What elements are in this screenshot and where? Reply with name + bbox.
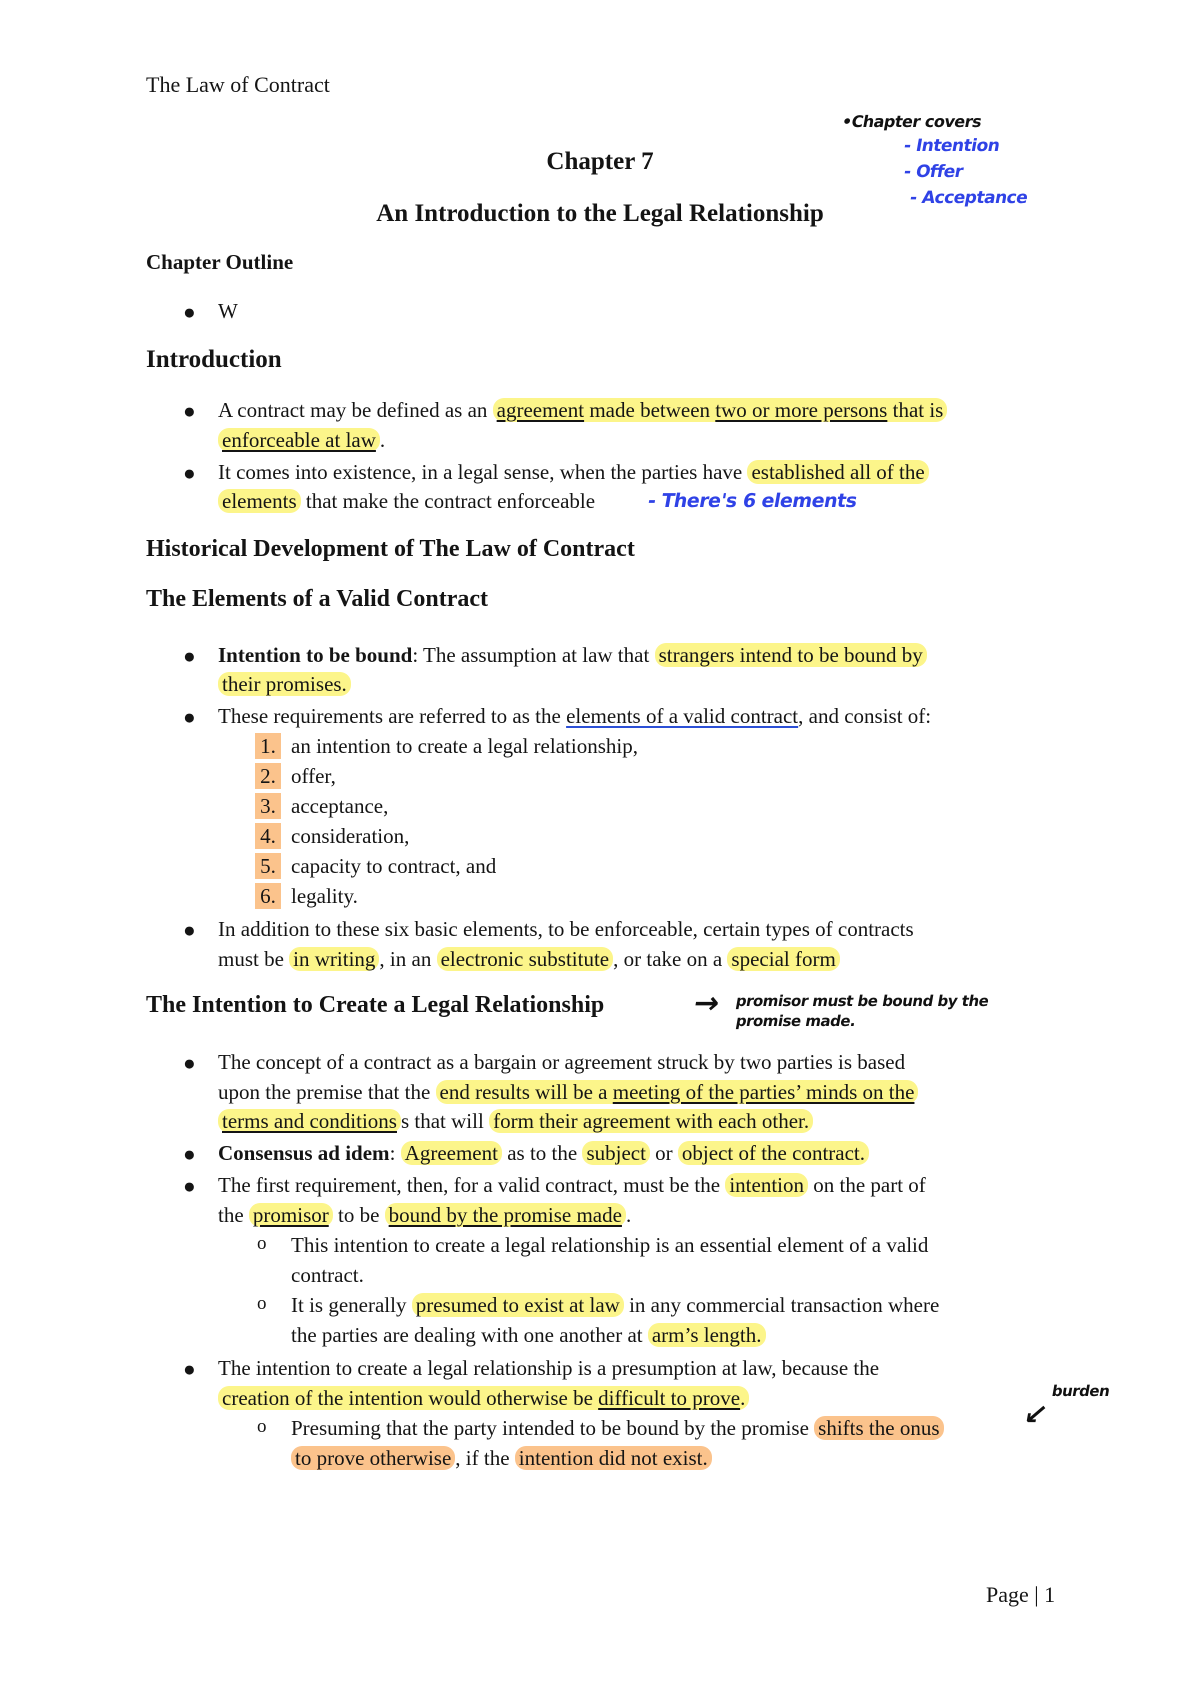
intro-paragraph-1-line-2: enforceable at law . (218, 425, 385, 455)
sub-bullet-icon: o (257, 1416, 267, 1437)
page-number: Page | 1 (986, 1582, 1056, 1607)
intention-sub-1-line-2: contract. (291, 1263, 364, 1287)
bullet-icon: ● (183, 1142, 196, 1166)
bullet-icon: ● (183, 918, 196, 942)
outline-heading: Chapter Outline (146, 250, 294, 274)
intention-paragraph-1-line-2: upon the premise that the end results will be a meeting of the parties’ minds on the (218, 1077, 918, 1107)
bullet-icon: ● (183, 705, 196, 729)
sub-bullet-icon: o (257, 1293, 267, 1314)
intention-paragraph-1-line-1: The concept of a contract as a bargain or agreement struck by two parties is based (218, 1050, 906, 1074)
handwritten-note-chapter-covers: •Chapter covers (840, 112, 983, 131)
historical-heading: Historical Development of The Law of Contract (146, 536, 635, 562)
intention-paragraph-1-line-3: terms and conditions s that will form their agreement with each other. (218, 1106, 813, 1136)
list-item: legality. (291, 884, 358, 908)
handwritten-note-promisor-line-2: promise made. (734, 1012, 857, 1030)
handwritten-note-cover-acceptance: - Acceptance (908, 188, 1030, 208)
handwritten-arrow-burden-icon: ↙ (1021, 1398, 1050, 1431)
bullet-icon: ● (183, 1051, 196, 1075)
list-number: 4. (255, 823, 281, 849)
elements-bullet-3-line-1: In addition to these six basic elements, to be enforceable, certain types of contracts (218, 917, 914, 941)
list-number: 5. (255, 853, 281, 879)
bullet-icon: ● (183, 644, 196, 668)
list-item: acceptance, (291, 794, 389, 818)
intro-paragraph-2-line-2: elements that make the contract enforceable (218, 486, 595, 516)
chapter-number: Chapter 7 (546, 148, 654, 175)
intention-sub-2-line-1: It is generally presumed to exist at law in any commercial transaction where (291, 1293, 940, 1317)
list-item: offer, (291, 764, 336, 788)
elements-bullet-3-line-2: must be in writing , in an electronic substitute , or take on a special form (218, 944, 840, 974)
intention-paragraph-2: Consensus ad idem: Agreement as to the subject or object of the contract. (218, 1138, 869, 1168)
intention-paragraph-3-line-1: The first requirement, then, for a valid contract, must be the intention on the part of (218, 1173, 926, 1197)
handwritten-arrow-icon: → (690, 986, 722, 1021)
list-number: 6. (255, 883, 281, 909)
list-number: 3. (255, 793, 281, 819)
list-item: consideration, (291, 824, 410, 848)
intro-paragraph-2-line-1: It comes into existence, in a legal sense, when the parties have established all of the (218, 457, 929, 487)
list-item: an intention to create a legal relationship, (291, 734, 638, 758)
intention-paragraph-3-line-2: the promisor to be bound by the promise made . (218, 1203, 632, 1227)
bullet-icon: ● (183, 1357, 196, 1381)
intention-paragraph-4-line-1: The intention to create a legal relationship is a presumption at law, because the (218, 1356, 880, 1380)
bullet-icon: ● (183, 1174, 196, 1198)
elements-bullet-1-line-2: their promises. (218, 669, 351, 699)
handwritten-note-cover-intention: - Intention (902, 136, 1002, 156)
elements-bullet-2: These requirements are referred to as the elements of a valid contract, and consist of: (218, 704, 932, 728)
bullet-icon: ● (183, 461, 196, 485)
bullet-icon: ● (183, 300, 196, 324)
elements-bullet-1-line-1: Intention to be bound: The assumption at law that strangers intend to be bound by (218, 640, 927, 670)
running-header: The Law of Contract (146, 72, 330, 97)
introduction-heading: Introduction (146, 346, 282, 373)
list-item: capacity to contract, and (291, 854, 497, 878)
handwritten-note-six-elements: - There's 6 elements (646, 490, 859, 512)
handwritten-note-burden: burden (1050, 1382, 1111, 1400)
list-number: 2. (255, 763, 281, 789)
handwritten-note-cover-offer: - Offer (902, 162, 965, 182)
list-number: 1. (255, 733, 281, 759)
sub-bullet-icon: o (257, 1233, 267, 1254)
elements-heading: The Elements of a Valid Contract (146, 586, 488, 612)
handwritten-note-promisor-line-1: promisor must be bound by the (734, 992, 991, 1010)
intention-heading: The Intention to Create a Legal Relationship (146, 992, 605, 1018)
intention-sub-1-line-1: This intention to create a legal relationship is an essential element of a valid (291, 1233, 929, 1257)
intention-sub-3-line-1: Presuming that the party intended to be bound by the promise shifts the onus (291, 1413, 944, 1443)
intro-paragraph-1-line-1: A contract may be defined as an agreement made between two or more persons that is (218, 395, 947, 425)
intention-sub-3-line-2: to prove otherwise , if the intention did not exist. (291, 1443, 712, 1473)
outline-item: W (218, 299, 238, 323)
intention-sub-2-line-2: the parties are dealing with one another at arm’s length. (291, 1320, 766, 1350)
chapter-title: An Introduction to the Legal Relationship (376, 200, 824, 227)
bullet-icon: ● (183, 399, 196, 423)
intention-paragraph-4-line-2: creation of the intention would otherwise be difficult to prove. (218, 1383, 749, 1413)
